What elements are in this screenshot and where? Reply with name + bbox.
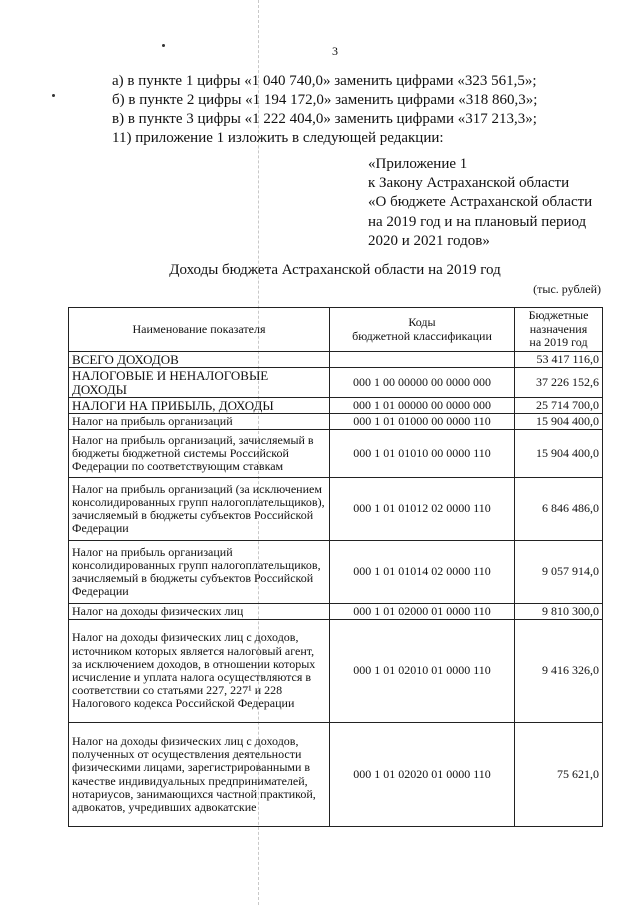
table-row [69, 430, 603, 478]
row-code [330, 352, 515, 368]
column-header-code-line: бюджетной классификации [352, 328, 492, 343]
row-code: 000 1 01 01014 02 0000 110 [330, 541, 515, 604]
amendment-line: в) в пункте 3 цифры «1 222 404,0» заменить цифрами «317 213,3»; [112, 111, 537, 127]
document-title: Доходы бюджета Астраханской области на 2019 год [169, 262, 501, 278]
appendix-header-line: 2020 и 2021 годов» [368, 232, 490, 249]
row-name: ВСЕГО ДОХОДОВ [69, 352, 330, 368]
row-value: 9 416 326,0 [515, 620, 603, 723]
row-code: 000 1 01 02020 01 0000 110 [330, 723, 515, 827]
column-header-code [330, 308, 515, 352]
column-header-value [515, 308, 603, 352]
row-name: Налог на доходы физических лиц [69, 604, 330, 620]
row-code: 000 1 01 01000 00 0000 110 [330, 414, 515, 430]
row-name: Налог на прибыль организаций (за исключением консолидированных групп налогоплательщиков), зачисляемый в бюджеты субъектов Российской Федерации [69, 478, 330, 541]
table-row [69, 368, 603, 398]
row-name: НАЛОГИ НА ПРИБЫЛЬ, ДОХОДЫ [69, 398, 330, 414]
column-header-value-line: Бюджетные [528, 308, 589, 323]
column-header-value-line: назначения [529, 321, 588, 336]
row-name: Налог на доходы физических лиц с доходов, источником которых является налоговый агент, за исключением доходов, в отношении которых исчисление и уплата налога осуществляются в соответствии со статьями 227, 227¹ и 228 Налогового кодекса Российской Федерации [69, 620, 330, 723]
table-row [69, 541, 603, 604]
appendix-header [368, 155, 592, 251]
page-number: 3 [332, 44, 338, 58]
scan-speck [52, 94, 55, 97]
amendment-line: 11) приложение 1 изложить в следующей редакции: [112, 130, 444, 146]
table-row [69, 478, 603, 541]
row-code: 000 1 01 01012 02 0000 110 [330, 478, 515, 541]
row-name: НАЛОГОВЫЕ И НЕНАЛОГОВЫЕ ДОХОДЫ [69, 368, 330, 398]
row-value: 53 417 116,0 [515, 352, 603, 368]
row-value: 15 904 400,0 [515, 414, 603, 430]
amendment-line: б) в пункте 2 цифры «1 194 172,0» заменить цифрами «318 860,3»; [112, 92, 538, 108]
row-code: 000 1 01 00000 00 0000 000 [330, 398, 515, 414]
appendix-header-line: «О бюджете Астраханской области [368, 194, 593, 211]
budget-table [68, 307, 603, 827]
table-row [69, 398, 603, 414]
row-value: 9 810 300,0 [515, 604, 603, 620]
appendix-header-line: к Закону Астраханской области [368, 175, 570, 192]
row-code: 000 1 01 01010 00 0000 110 [330, 430, 515, 478]
row-code: 000 1 00 00000 00 0000 000 [330, 368, 515, 398]
appendix-header-line: «Приложение 1 [368, 156, 468, 172]
table-header-row [69, 308, 603, 352]
row-name: Налог на прибыль организаций [69, 414, 330, 430]
table-row [69, 352, 603, 368]
row-value: 6 846 486,0 [515, 478, 603, 541]
row-value: 37 226 152,6 [515, 368, 603, 398]
row-code: 000 1 01 02000 01 0000 110 [330, 604, 515, 620]
table-row [69, 723, 603, 827]
appendix-header-line: на 2019 год и на плановый период [368, 213, 587, 230]
row-name: Налог на прибыль организаций консолидированных групп налогоплательщиков, зачисляемый в бюджеты субъектов Российской Федерации [69, 541, 330, 604]
row-value: 9 057 914,0 [515, 541, 603, 604]
table-row [69, 414, 603, 430]
row-name: Налог на доходы физических лиц с доходов, полученных от осуществления деятельности физическими лицами, зарегистрированными в качестве индивидуальных предпринимателей, нотариусов, занимающихся частной практикой, адвокатов, учредивших адвокатские [69, 723, 330, 827]
row-value: 75 621,0 [515, 723, 603, 827]
column-header-name: Наименование показателя [69, 308, 330, 352]
row-name: Налог на прибыль организаций, зачисляемый в бюджеты бюджетной системы Российской Федерации по соответствующим ставкам [69, 430, 330, 478]
column-header-code-line: Коды [408, 315, 436, 329]
table-row [69, 604, 603, 620]
row-value: 15 904 400,0 [515, 430, 603, 478]
row-value: 25 714 700,0 [515, 398, 603, 414]
row-code: 000 1 01 02010 01 0000 110 [330, 620, 515, 723]
amendment-line: а) в пункте 1 цифры «1 040 740,0» заменить цифрами «323 561,5»; [112, 73, 537, 89]
units-note: (тыс. рублей) [533, 282, 601, 296]
table-row [69, 620, 603, 723]
column-header-value-line: на 2019 год [529, 335, 588, 350]
